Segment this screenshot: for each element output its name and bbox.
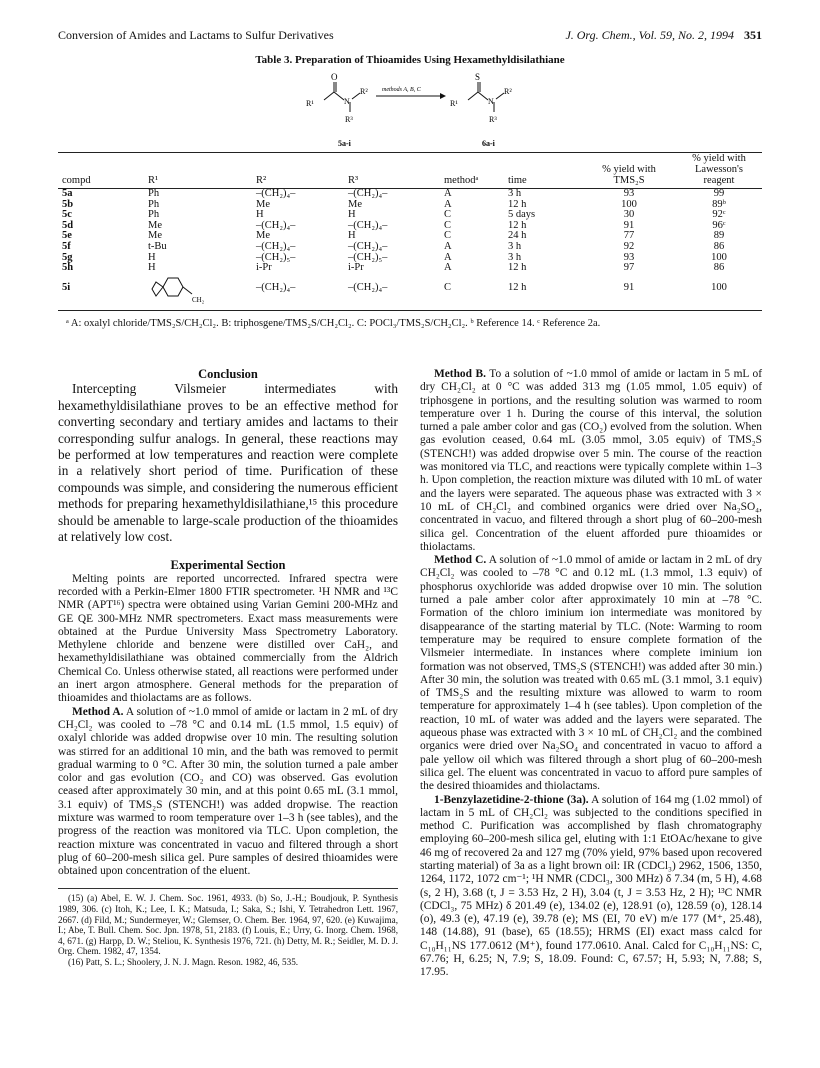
table-cell — [144, 274, 252, 311]
right-column — [420, 368, 762, 980]
table-cell: –(CH₂)₅– — [348, 251, 388, 263]
table-footnote: ᵃ A: oxalyl chloride/TMS₂S/CH₂Cl₂. B: triphosgene/TMS₂S/CH₂Cl₂. C: POCl₃/TMS₂S/CH₂Cl₂. ᵇ Reference 14. ᶜ Reference 2a. — [66, 318, 601, 329]
table-row — [58, 189, 762, 200]
left-column — [58, 368, 398, 968]
reference-15: (15) (a) Abel, E. W. J. Chem. Soc. 1961, 4933. (b) So, J.-H.; Boudjouk, P. Synthesis 1989, 306. (c) Itoh, K.; Lee, I. K.; Matsuda, I.; Saka, S.; Ishi, Y. Tetrahedron Lett. 1967, 2667. (d) Fild, M.; Sundermeyer, W.; Glemser, O. Chem. Ber. 1964, 97, 620. (e) Kuwajima, I.; Abe, T. Bull. Chem. Soc. Jpn. 1978, 51, 2183. (f) Louis, E.; Urry, G. Inorg. Chem. 1968, 4, 671. (g) Harpp, D. W.; Steliou, K. Synthesis 1976, 721. (h) Detty, M. R.; Seidler, M. D. J. Org. Chem. 1982, 47, 1354. — [58, 893, 398, 957]
reactant-r2: R² — [360, 87, 368, 96]
table-cell: 86 — [713, 262, 725, 274]
benzodioxole-structure — [148, 274, 208, 304]
table-cell: C — [440, 274, 504, 311]
experimental-intro: Melting points are reported uncorrected. Infrared spectra were recorded with a Perkin-Elmer 1800 FTIR spectrometer. ¹H NMR and ¹³C NMR (APT¹⁶) spectra were obtained using Varian Gemini 200-MHz and GE QE 300-MHz NMR spectrometers. Exact mass measurements were obtained at the Purdue University Mass Spectrometry Laboratory. Methylene chloride and benzene were distilled over CaH₂, and hexamethyldisilathiane was obtained commercially from the Aldrich Chemical Co. Unless otherwise stated, all reactions were performed under an inert argon atmosphere. General methods for the preparation of thioamides and thiolactams are as follows. — [58, 572, 398, 705]
reactant-r3: R³ — [345, 115, 353, 124]
table-cell: 3 h — [508, 240, 522, 252]
table-cell: Ph — [148, 188, 160, 199]
table-cell: 99 — [713, 188, 725, 199]
product-r3: R³ — [489, 115, 497, 124]
table-cell: 5b — [62, 198, 74, 210]
table-caption: Table 3. Preparation of Thioamides Using Hexamethyldisilathiane — [255, 54, 565, 66]
table-row — [58, 242, 762, 253]
compound-paragraph — [420, 794, 762, 980]
product-s: S — [475, 72, 481, 82]
table-cell: 92ᶜ — [712, 209, 726, 221]
table-cell: 100 — [676, 274, 762, 311]
arrow-label: methods A, B, C — [382, 87, 421, 93]
product-n: N — [488, 97, 494, 106]
reactant-n: N — [344, 97, 350, 106]
table-cell: 96ᶜ — [712, 219, 726, 231]
col-header: % yield with TMS₂S — [582, 153, 676, 189]
table-cell: –(CH₂)₄– — [256, 219, 296, 231]
table-cell: H — [348, 230, 356, 242]
table-cell: C — [444, 209, 452, 221]
header-title: Conversion of Amides and Lactams to Sulfur Derivatives — [58, 28, 334, 42]
table-cell: Ph — [148, 209, 160, 221]
method-b-label: Method B. — [434, 368, 486, 380]
table-cell: –(CH₂)₄– — [344, 274, 440, 311]
product-r2: R² — [504, 87, 512, 96]
table-cell: 97 — [623, 262, 635, 274]
header-journal — [565, 28, 762, 43]
table-cell: –(CH₂)₄– — [256, 188, 296, 199]
table-cell: C — [444, 230, 452, 242]
table-cell: –(CH₂)₄– — [348, 188, 388, 199]
table-cell: 5i — [58, 274, 144, 311]
table-cell: t-Bu — [148, 240, 167, 252]
product-label: 6a-i — [482, 139, 495, 148]
table-cell: 3 h — [508, 251, 522, 263]
table-cell: A — [444, 262, 452, 274]
table-cell: 89ᵇ — [712, 198, 726, 210]
table-cell: 86 — [713, 240, 725, 252]
table-cell: A — [444, 251, 452, 263]
arrow-head — [440, 93, 446, 99]
method-a-label: Method A. — [72, 705, 124, 718]
table-cell: 12 h — [508, 262, 527, 274]
table-cell: Me — [148, 230, 162, 242]
col-header: time — [504, 153, 582, 189]
table-cell: 12 h — [508, 219, 527, 231]
table-cell: 5 days — [508, 209, 536, 221]
table-cell: 93 — [623, 251, 635, 263]
table-cell: Ph — [148, 198, 160, 210]
table-cell: 5c — [62, 209, 72, 221]
table-cell: Me — [348, 198, 362, 210]
product-structure — [468, 82, 504, 112]
compound-text: A solution of 164 mg (1.02 mmol) of lactam in 5 mL of CH₂Cl₂ was subjected to the conditions specified in method C. Purification was accomplished by flash chromatography employing 60–200-mesh silica gel, eluting with 1:1 EtOAc/hexane to give 46 mg of recovered 2a and 127 mg (70% yield, 97% based upon recovered starting material) of 3a as a light brown oil: IR (CDCl₃) 2962, 1506, 1350, 1264, 1172, 1072 cm⁻¹; ¹H NMR (CDCl₃, 300 MHz) δ 7.34 (m, 5 H), 4.68 (s, 2 H), 3.68 (t, J = 3.53 Hz, 2 H), 3.04 (t, J = 3.53 Hz, 2 H); ¹³C NMR (CDCl₃, 75 MHz) δ 201.49 (e), 134.02 (e), 128.91 (o), 128.59 (o), 128.14 (o), 49.3 (e), 47.19 (e), 39.78 (e); MS (EI, 70 eV) m/e 177 (M⁺, 25.48), 148 (14.88), 91 (base), 65 (18.55); HRMS (EI) exact mass calcd for C₁₀H₁₁NS 177.0612 (M⁺), found 177.0610. Anal. Calcd for C₁₀H₁₁NS: C, 67.76; H, 6.25; N, 7.9; S, 18.09. Found: C, 67.57; H, 5.93; N, 7.88; S, 17.95. — [420, 793, 762, 979]
table-cell: 77 — [623, 230, 635, 242]
table-cell: –(CH₂)₄– — [348, 240, 388, 252]
col-header: compd — [58, 153, 144, 189]
method-b-paragraph — [420, 368, 762, 554]
table-cell: H — [256, 209, 264, 221]
table-cell: 5h — [62, 262, 74, 274]
reactant-label: 5a-i — [338, 139, 351, 148]
table-cell: 93 — [623, 188, 635, 199]
experimental-heading: Experimental Section — [170, 558, 286, 573]
table-cell: 24 h — [508, 230, 527, 242]
table-cell: 12 h — [504, 274, 582, 311]
conclusion-heading: Conclusion — [198, 367, 258, 381]
col-header: % yield with Lawesson's reagent — [676, 153, 762, 189]
reactant-o: O — [331, 72, 338, 82]
table-cell: H — [148, 262, 156, 274]
table-cell: 5f — [62, 240, 71, 252]
table-cell: i-Pr — [256, 262, 272, 274]
table-cell: 5d — [62, 219, 74, 231]
references — [58, 888, 398, 967]
product-r1: R¹ — [450, 99, 458, 108]
col-header: R¹ — [144, 153, 252, 189]
table-cell: A — [444, 198, 452, 210]
running-header — [58, 28, 762, 46]
table-cell: 5g — [62, 251, 73, 263]
col-header: R² — [252, 153, 344, 189]
table-cell: 30 — [623, 209, 635, 221]
reference-16: (16) Patt, S. L.; Shoolery, J. N. J. Magn. Reson. 1982, 46, 535. — [68, 957, 299, 968]
table-cell: A — [444, 188, 452, 199]
table-row — [58, 221, 762, 232]
table-row — [58, 274, 762, 311]
table-row — [58, 253, 762, 264]
compound-label: 1-Benzylazetidine-2-thione (3a). — [434, 793, 589, 806]
method-c-paragraph — [420, 554, 762, 793]
table-cell: Me — [256, 198, 270, 210]
table-cell: H — [348, 209, 356, 221]
ch2-label: CH₂ — [192, 295, 205, 304]
table-cell: i-Pr — [348, 262, 364, 274]
table-cell: 91 — [582, 274, 676, 311]
table-cell: –(CH₂)₄– — [348, 219, 388, 231]
table-cell: H — [148, 251, 156, 263]
table-cell: 100 — [621, 198, 637, 210]
journal-citation: J. Org. Chem., Vol. 59, No. 2, 1994 — [565, 28, 734, 42]
table-cell: 91 — [623, 219, 635, 231]
method-c-text: A solution of ~1.0 mmol of amide or lactam in 2 mL of dry CH₂Cl₂ was cooled to –78 °C and 0.12 mL (1.3 mmol, 1.3 equiv) of phosphorus oxychloride was added dropwise over 10 min. The solution turned a pale amber color after approximately 10 min at –78 °C. Formation of the chloro iminium ion intermediate was monitored by disappearance of the starting material by TLC. (Note: Warming to room temperature may be required to ensure complete formation of the Vilsmeier intermediate. In instances where complete iminium ion formation was not observed, TMS₂S (STENCH!) was added after 30 min.) After 30 min, the solution was treated with 0.65 mL (3.1 mmol, 3.1 equiv) of TMS₂S and the resulting mixture was allowed to warm to room temperature for approximately 1–4 h (see tables). Upon completion of the reaction, 10 mL of water was added and the layers were separated. The aqueous phase was extracted with 3 × 10 mL of CH₂Cl₂ and the combined organics were dried over Na₂SO₄ and concentrated in vacuo to afford a pale yellow oil which was filtered through a short plug of 60–200-mesh silica gel. The eluent was concentrated in vacuo to afford pure samples of the desired thioamides and thiolactams. — [420, 554, 763, 793]
table-cell: Me — [148, 219, 162, 231]
table-cell: 5e — [62, 230, 72, 242]
reaction-scheme — [290, 70, 530, 150]
table-row — [58, 200, 762, 211]
method-a-paragraph — [58, 706, 398, 879]
conclusion-text: Intercepting Vilsmeier intermediates with hexamethyldisilathiane proves to be an effective method for converting secondary and tertiary amides and lactams to their corresponding sulfur analogs. In general, these reactions may be performed at low temperatures and reaction were complete in a relatively short period of time. Purification of these compounds was simple, and considering the numerous efficient methods for preparing hexamethyldisilathiane,¹⁵ this procedure should be amenable to large-scale production of the thioamides at relatively low cost. — [58, 381, 398, 544]
col-header: R³ — [344, 153, 440, 189]
table-row — [58, 263, 762, 274]
table-cell: –(CH₂)₄– — [252, 274, 344, 311]
table-cell: 100 — [711, 251, 727, 263]
method-b-text: To a solution of ~1.0 mmol of amide or lactam in 5 mL of dry CH₂Cl₂ at 0 °C was added 313 mg (1.05 mmol, 1.05 equiv) of triphosgene in portions, and the resulting solution was warmed to room temperature over 1 h. During the course of this interval, the solution turned a pale amber color and gas (CO₂) evolved from the solution. When gas evolution ceased, 0.64 mL (3.05 mmol, 3.05 equiv) of TMS₂S (STENCH!) was added dropwise over 5 min. The course of the reaction was monitored via TLC, and reactions were typically complete within 1–3 h. Upon completion, the reaction mixture was diluted with 10 mL of water and the layers were separated. The aqueous phase was extracted with 3 × 10 mL of CH₂Cl₂ and combined organics were dried over Na₂SO₄, concentrated in vacuo, and filtered through a short plug of 60–200-mesh silica gel. Concentration of the eluent afforded pure thioamides or thiolactams. — [420, 368, 762, 553]
reactant-structure — [324, 82, 360, 112]
table-cell: 92 — [623, 240, 635, 252]
col-header: methodᵃ — [440, 153, 504, 189]
thioamide-table — [58, 152, 762, 311]
table-cell: –(CH₂)₄– — [256, 240, 296, 252]
page-number: 351 — [744, 28, 762, 42]
table-cell: 89 — [713, 230, 725, 242]
table-cell: 12 h — [508, 198, 527, 210]
reactant-r1: R¹ — [306, 99, 314, 108]
table-cell: 3 h — [508, 188, 522, 199]
table-cell: –(CH₂)₅– — [256, 251, 296, 263]
table-cell: 5a — [62, 188, 73, 199]
method-a-text: A solution of ~1.0 mmol of amide or lactam in 2 mL of dry CH₂Cl₂ was cooled to –78 °C and 0.14 mL (1.5 mmol, 1.5 equiv) of oxalyl chloride was added dropwise over 10 min. The resulting solution was stirred for an additional 10 min, and the bath was removed to permit gradual warming to 0 °C. After 30 min, the solution turned a pale amber color and gas evolution (CO₂ and CO) was observed. Gas evolution ceased after approximately 30 min, and at this point 0.65 mL (3.1 mmol, 3.1 equiv) of TMS₂S (STENCH!) was added dropwise. The reaction mixture was warmed to room temperature over 1–3 h (see tables), and the progress of the reaction was monitored via TLC. Upon completion, the reaction mixture was concentrated in vacuo and filtered through a short plug of 60–200-mesh silica gel. Pure samples of desired thioamides were obtained upon concentration of the eluent. — [58, 705, 398, 878]
table-cell: Me — [256, 230, 270, 242]
method-c-label: Method C. — [434, 554, 487, 567]
table-cell: C — [444, 219, 452, 231]
table-cell: A — [444, 240, 452, 252]
table-row — [58, 210, 762, 221]
